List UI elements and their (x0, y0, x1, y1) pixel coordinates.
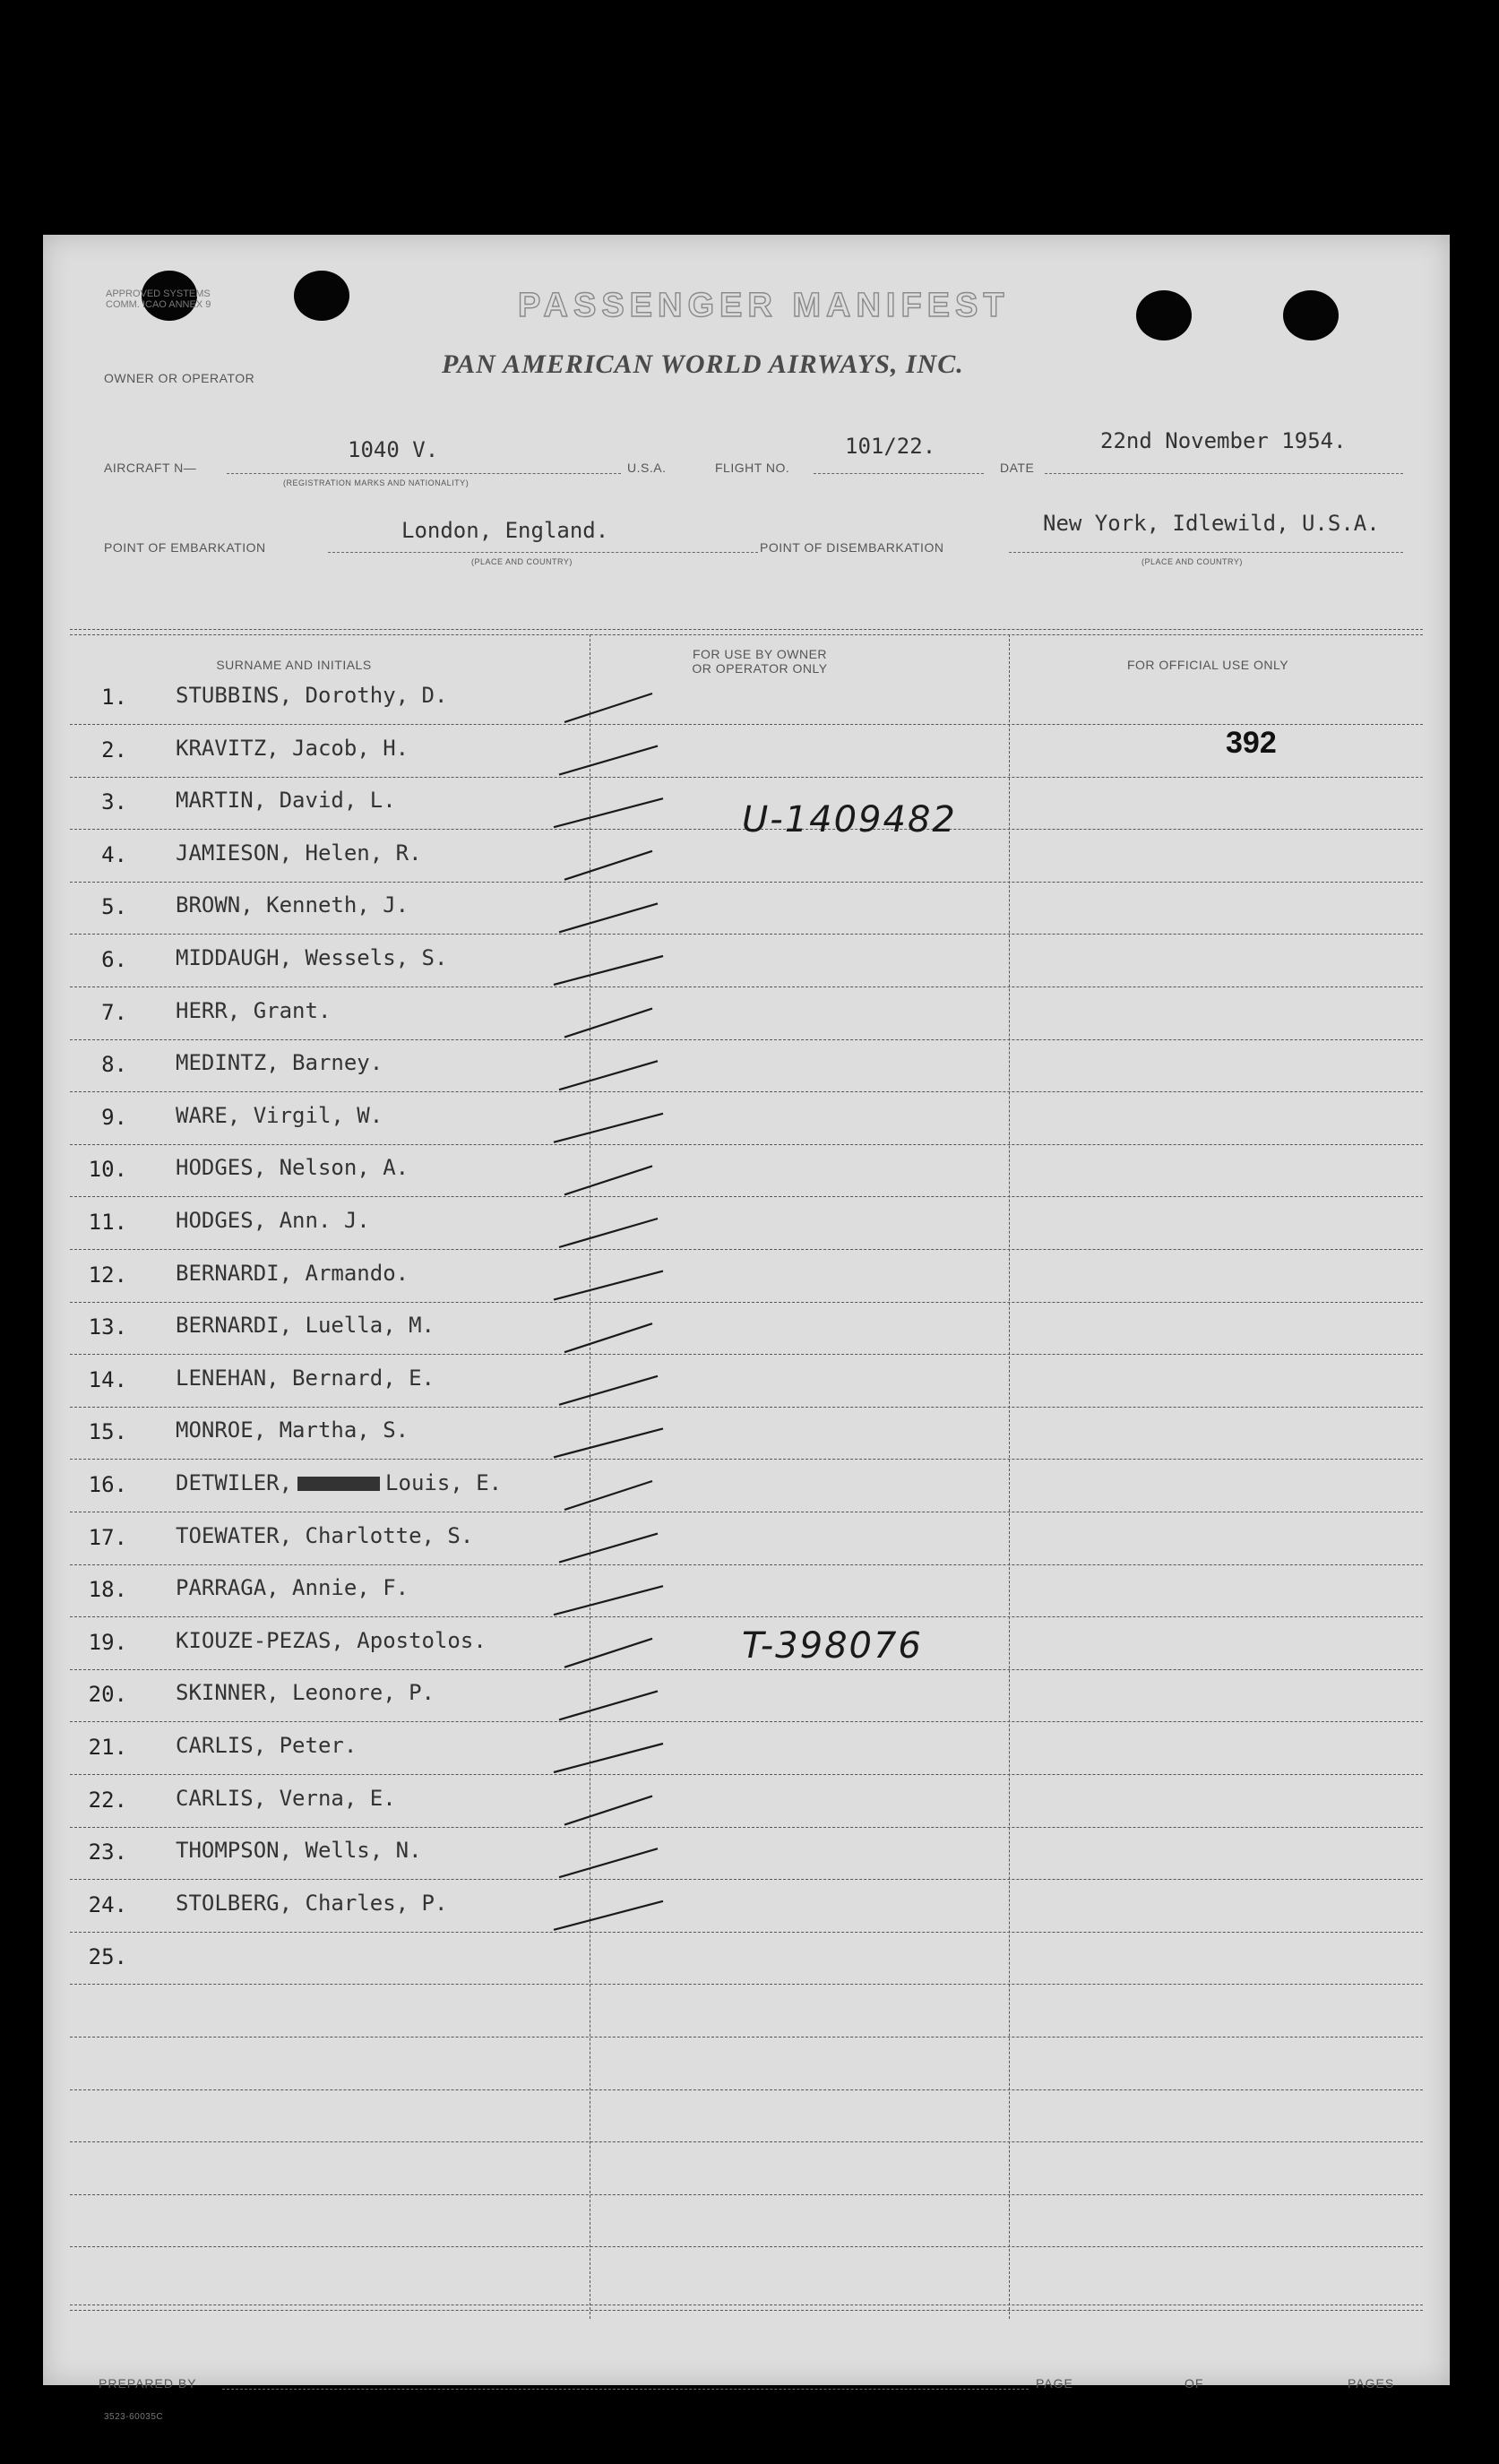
passenger-name-text: BERNARDI, Armando. (176, 1260, 409, 1286)
column-header-owner-use: FOR USE BY OWNER OR OPERATOR ONLY (692, 647, 828, 676)
column-header-surname: SURNAME AND INITIALS (216, 658, 372, 672)
check-marks (43, 235, 1450, 2385)
passenger-name-text: STOLBERG, Charles, P. (176, 1890, 448, 1916)
passenger-number: 5. (101, 894, 127, 920)
passenger-number: 13. (88, 1314, 127, 1340)
check-mark (559, 1848, 658, 1877)
column-header-official-use: FOR OFFICIAL USE ONLY (1126, 658, 1289, 672)
passenger-name-text: KIOUZE-PEZAS, Apostolos. (176, 1627, 487, 1653)
date-label: DATE (1000, 461, 1035, 475)
handwritten-note-row19: T-398076 (742, 1625, 923, 1667)
check-mark (554, 1114, 663, 1142)
passenger-number: 18. (88, 1577, 127, 1603)
passenger-number: 25. (88, 1944, 127, 1970)
check-mark (554, 1428, 663, 1457)
passenger-name-text: MIDDAUGH, Wessels, S. (176, 945, 448, 970)
passenger-name-text: CARLIS, Verna, E. (176, 1785, 396, 1811)
passenger-name-text: WARE, Virgil, W. (176, 1102, 383, 1128)
passenger-name-text: MARTIN, David, L. (176, 788, 396, 814)
passenger-number: 19. (88, 1629, 127, 1655)
check-mark (564, 1796, 652, 1825)
passenger-name-text: MEDINTZ, Barney. (176, 1050, 383, 1076)
check-mark (554, 1271, 663, 1300)
passenger-name-rest: Louis, E. (385, 1470, 503, 1495)
passenger-number: 3. (101, 789, 127, 815)
embark-label: POINT OF EMBARKATION (104, 540, 266, 555)
passenger-number: 22. (88, 1787, 127, 1813)
check-mark (554, 956, 663, 985)
passenger-name-text: HERR, Grant. (176, 997, 332, 1023)
check-mark (559, 1061, 658, 1090)
check-mark (564, 1481, 652, 1510)
check-mark (559, 1534, 658, 1563)
aircraft-sub-label: (REGISTRATION MARKS AND NATIONALITY) (283, 478, 470, 487)
check-mark (559, 1376, 658, 1405)
check-mark (564, 1166, 652, 1194)
passenger-name-text: TOEWATER, Charlotte, S. (176, 1522, 474, 1548)
handwritten-note-row3: U-1409482 (742, 799, 957, 840)
disembark-sub-label: (PLACE AND COUNTRY) (1141, 557, 1243, 566)
passenger-name-text: PARRAGA, Annie, F. (176, 1575, 409, 1601)
aircraft-value: 1040 V. (348, 437, 439, 462)
passenger-name-text: BERNARDI, Luella, M. (176, 1313, 435, 1339)
check-mark (559, 903, 658, 932)
passenger-name-text: SKINNER, Leonore, P. (176, 1680, 435, 1706)
passenger-number: 16. (88, 1472, 127, 1497)
check-mark (564, 1639, 652, 1667)
passenger-name-text: HODGES, Ann. J. (176, 1208, 370, 1233)
passenger-name-text: DETWILER, (176, 1470, 293, 1495)
check-mark (554, 1744, 663, 1772)
passenger-name-text: HODGES, Nelson, A. (176, 1155, 409, 1181)
passenger-number: 1. (101, 685, 127, 710)
passenger-number: 21. (88, 1735, 127, 1760)
prepared-underline (222, 2389, 1029, 2390)
usa-label: U.S.A. (627, 461, 667, 475)
check-mark (564, 1323, 652, 1352)
passenger-name-text: BROWN, Kenneth, J. (176, 892, 409, 918)
footer-divider (70, 2310, 1423, 2311)
embark-sub-label: (PLACE AND COUNTRY) (471, 557, 573, 566)
flight-label: FLIGHT NO. (715, 461, 790, 475)
passenger-name-text: JAMIESON, Helen, R. (176, 840, 422, 866)
passenger-name-text: LENEHAN, Bernard, E. (176, 1365, 435, 1391)
operator-name: PAN AMERICAN WORLD AIRWAYS, INC. (442, 349, 964, 379)
page-label: PAGE (1036, 2376, 1073, 2391)
check-mark (554, 1586, 663, 1615)
manifest-sheet (43, 235, 1450, 2422)
passenger-number: 17. (88, 1524, 127, 1550)
passenger-name-text: THOMPSON, Wells, N. (176, 1838, 422, 1864)
embark-value: London, England. (401, 518, 609, 543)
pages-label: PAGES (1348, 2376, 1395, 2391)
passenger-number: 15. (88, 1419, 127, 1445)
disembark-label: POINT OF DISEMBARKATION (760, 540, 944, 555)
of-label: OF (1185, 2376, 1204, 2391)
owner-label: OWNER OR OPERATOR (104, 371, 255, 385)
passenger-number: 8. (101, 1052, 127, 1078)
check-mark (554, 1901, 663, 1930)
agency-approval-block: APPROVED SYSTEMS COMM. ICAO ANNEX 9 (106, 289, 211, 310)
passenger-number: 7. (101, 999, 127, 1025)
flight-number: 101/22. (845, 434, 936, 459)
passenger-name-text: KRAVITZ, Jacob, H. (176, 735, 409, 761)
check-mark (564, 1009, 652, 1038)
check-mark (559, 1219, 658, 1247)
check-mark (559, 746, 658, 775)
passenger-number: 10. (88, 1157, 127, 1183)
form-title: PASSENGER MANIFEST (518, 287, 1010, 324)
passenger-number: 4. (101, 841, 127, 867)
passenger-number: 12. (88, 1262, 127, 1288)
check-mark (559, 1691, 658, 1719)
check-mark (554, 798, 663, 827)
aircraft-label: AIRCRAFT N— (104, 461, 197, 475)
check-mark (564, 851, 652, 880)
passenger-number: 11. (88, 1210, 127, 1235)
passenger-name-text: STUBBINS, Dorothy, D. (176, 683, 448, 708)
passenger-number: 9. (101, 1104, 127, 1130)
passenger-number: 24. (88, 1891, 127, 1917)
passenger-number: 6. (101, 947, 127, 972)
passenger-name-text: MONROE, Martha, S. (176, 1417, 409, 1443)
passenger-number: 14. (88, 1366, 127, 1392)
form-number: 3523-60035C (104, 2412, 164, 2422)
prepared-by-label: PREPARED BY (99, 2376, 197, 2391)
check-mark (564, 694, 652, 722)
official-number: 392 (1226, 726, 1277, 760)
passenger-name-text: CARLIS, Peter. (176, 1733, 358, 1758)
passenger-number: 20. (88, 1682, 127, 1708)
disembark-value: New York, Idlewild, U.S.A. (1043, 511, 1380, 536)
passenger-number: 2. (101, 737, 127, 762)
passenger-number: 23. (88, 1839, 127, 1865)
date-value: 22nd November 1954. (1100, 428, 1347, 453)
